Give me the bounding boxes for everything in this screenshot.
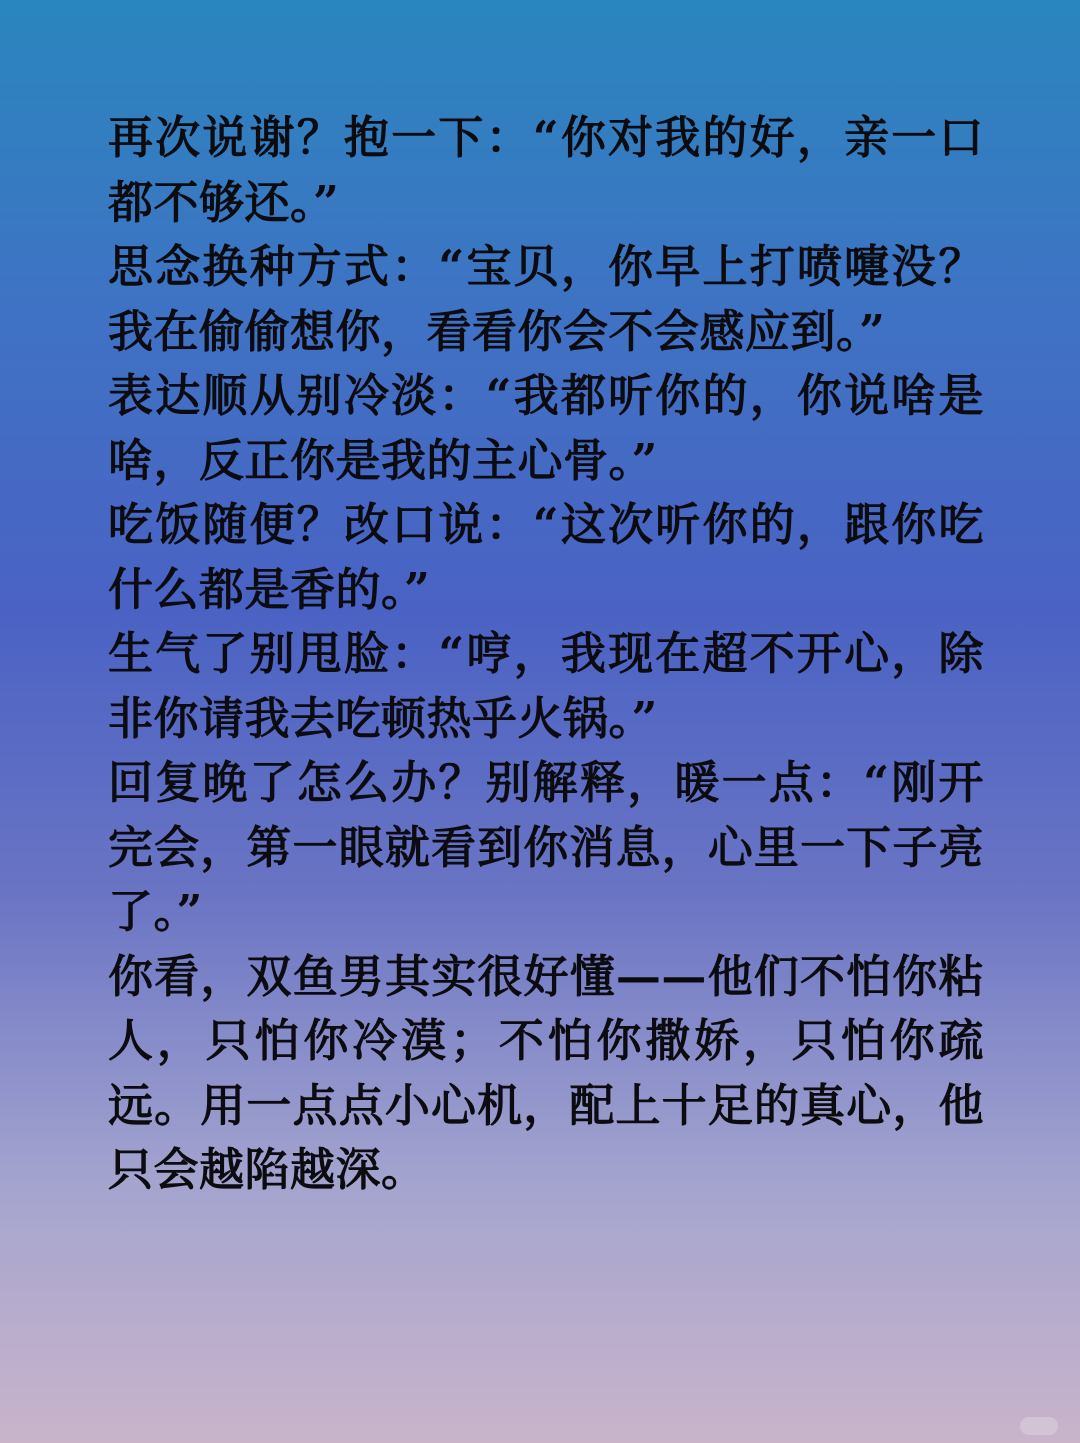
main-text-block [108,106,984,1203]
paragraph-conclusion: 你看，双鱼男其实很好懂——他们不怕你粘人，只怕你冷漠；不怕你撒娇，只怕你疏远。用一点点小心机，配上十足的真心，他只会越陷越深。 [108,949,984,1196]
paragraph-missing-you: 思念换种方式：“宝贝，你早上打喷嚏没？我在偷偷想你，看看你会不会感应到。” [108,240,984,358]
paragraph-thanks: 再次说谢？抱一下：“你对我的好，亲一口都不够还。” [108,111,984,229]
paragraph-dinner: 吃饭随便？改口说：“这次听你的，跟你吃什么都是香的。” [108,498,984,616]
paragraph-late-reply: 回复晚了怎么办？别解释，暖一点：“刚开完会，第一眼就看到你消息，心里一下子亮了。” [108,756,984,938]
watermark-logo [1020,1417,1058,1435]
paragraph-obedience: 表达顺从别冷淡：“我都听你的，你说啥是啥，反正你是我的主心骨。” [108,369,984,487]
paragraph-angry: 生气了别甩脸：“哼，我现在超不开心，除非你请我去吃顿热乎火锅。” [108,627,984,745]
